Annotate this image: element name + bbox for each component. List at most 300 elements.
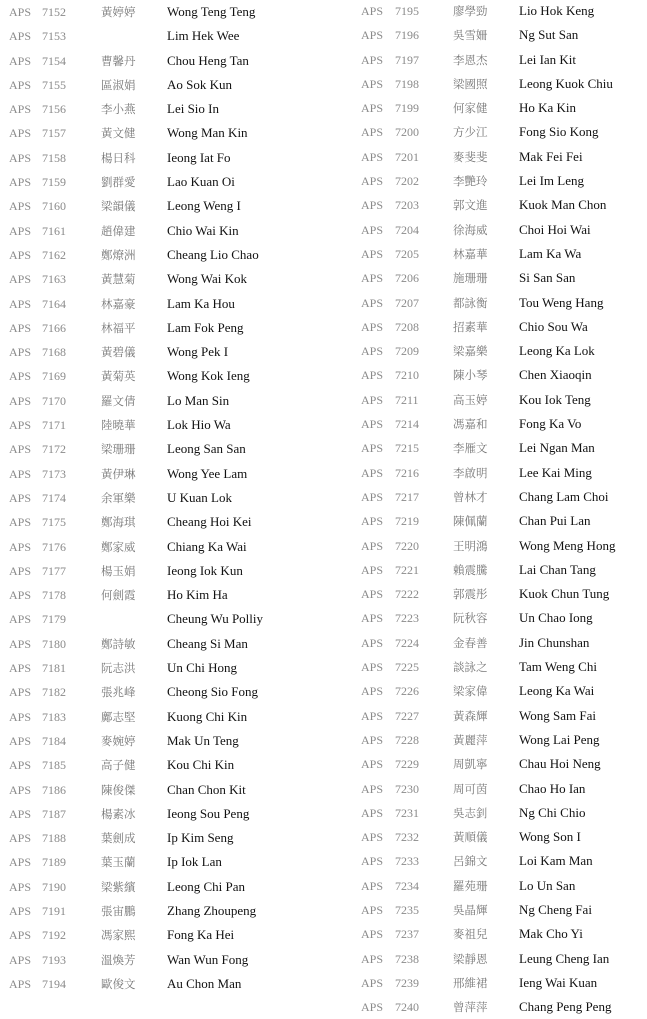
record-number: 7224	[395, 635, 419, 650]
list-item	[361, 242, 647, 266]
list-item	[361, 679, 647, 703]
record-code: APS	[361, 465, 384, 480]
romanized-name: Au Chon Man	[167, 975, 242, 991]
record-code: APS	[361, 417, 384, 432]
chinese-name: 阮秋容	[453, 611, 488, 626]
chinese-name: 郭文進	[453, 198, 488, 213]
romanized-name: Tam Weng Chi	[519, 659, 597, 675]
record-code: APS	[9, 782, 32, 797]
record-code: APS	[9, 369, 32, 384]
record-code: APS	[9, 855, 32, 870]
chinese-name: 楊日科	[101, 150, 136, 165]
romanized-name: Leong Kuok Chiu	[519, 75, 613, 91]
romanized-name: Wong Man Kin	[167, 125, 248, 141]
romanized-name: Kou Iok Teng	[519, 391, 591, 407]
record-number: 7182	[42, 685, 66, 700]
record-code: APS	[9, 879, 32, 894]
romanized-name: Lei Sio In	[167, 101, 219, 117]
record-number: 7163	[42, 272, 66, 287]
record-number: 7238	[395, 951, 419, 966]
chinese-name: 李恩杰	[453, 52, 488, 67]
list-item	[9, 826, 339, 850]
romanized-name: Leong Ka Lok	[519, 343, 595, 359]
record-code: APS	[361, 635, 384, 650]
chinese-name: 鄭海琪	[101, 515, 136, 530]
record-code: APS	[9, 588, 32, 603]
chinese-name: 何劍霞	[101, 588, 136, 603]
chinese-name: 呂錦文	[453, 854, 488, 869]
list-item	[361, 777, 647, 801]
chinese-name: 廖學勁	[453, 4, 488, 18]
list-item	[361, 801, 647, 825]
romanized-name: Lok Hio Wa	[167, 417, 231, 433]
record-number: 7178	[42, 588, 66, 603]
chinese-name: 周凱寧	[453, 757, 488, 772]
romanized-name: Fong Ka Vo	[519, 416, 582, 432]
chinese-name: 區淑娟	[101, 77, 136, 92]
record-code: APS	[9, 320, 32, 335]
list-item	[9, 948, 339, 972]
romanized-name: Tou Weng Hang	[519, 294, 604, 310]
romanized-name: Kuong Chi Kin	[167, 708, 248, 724]
record-code: APS	[9, 976, 32, 991]
chinese-name: 馮嘉和	[453, 417, 488, 432]
list-item	[361, 23, 647, 47]
chinese-name: 梁珊珊	[101, 442, 136, 457]
record-number: 7177	[42, 563, 66, 578]
record-number: 7164	[42, 296, 66, 311]
list-item	[9, 413, 339, 437]
romanized-name: Leong Ka Wai	[519, 683, 595, 699]
record-code: APS	[361, 732, 384, 747]
record-number: 7219	[395, 514, 419, 529]
list-item	[361, 655, 647, 679]
record-number: 7234	[395, 878, 419, 893]
romanized-name: Wong Pek I	[167, 344, 229, 360]
record-code: APS	[361, 514, 384, 529]
list-item	[361, 874, 647, 898]
chinese-name: 曾林才	[453, 489, 488, 504]
record-number: 7239	[395, 975, 419, 990]
list-item	[9, 972, 339, 996]
record-number: 7190	[42, 879, 66, 894]
romanized-name: Lim Hek Wee	[167, 28, 240, 44]
record-code: APS	[9, 490, 32, 505]
list-item	[361, 120, 647, 144]
chinese-name: 梁靜恩	[453, 951, 488, 966]
romanized-name: Wong Meng Hong	[519, 537, 616, 553]
list-item	[361, 509, 647, 533]
list-item	[361, 96, 647, 120]
chinese-name: 談詠之	[453, 660, 488, 675]
chinese-name: 梁家偉	[453, 684, 488, 699]
chinese-name: 張宙鵬	[101, 903, 136, 918]
record-number: 7187	[42, 806, 66, 821]
romanized-name: Wong Son I	[519, 829, 581, 845]
romanized-name: Ho Kim Ha	[167, 587, 228, 603]
list-item	[361, 218, 647, 242]
record-number: 7195	[395, 4, 419, 18]
romanized-name: Kuok Man Chon	[519, 197, 607, 213]
list-item	[361, 72, 647, 96]
chinese-name: 劉群愛	[101, 175, 136, 190]
record-code: APS	[9, 393, 32, 408]
list-item	[361, 485, 647, 509]
record-number: 7174	[42, 490, 66, 505]
record-number: 7189	[42, 855, 66, 870]
list-item	[9, 462, 339, 486]
record-code: APS	[361, 611, 384, 626]
chinese-name: 歐俊文	[101, 976, 136, 991]
record-code: APS	[9, 29, 32, 44]
record-number: 7173	[42, 466, 66, 481]
record-code: APS	[361, 76, 384, 91]
romanized-name: Wong Yee Lam	[167, 465, 248, 481]
record-code: APS	[361, 587, 384, 602]
record-number: 7206	[395, 271, 419, 286]
chinese-name: 鄺志堅	[101, 709, 136, 724]
record-code: APS	[361, 757, 384, 772]
romanized-name: Fong Ka Hei	[167, 927, 235, 943]
record-number: 7208	[395, 319, 419, 334]
romanized-name: Ho Ka Kin	[519, 100, 577, 116]
romanized-name: Ieong Iat Fo	[167, 149, 231, 165]
list-item	[9, 607, 339, 631]
record-number: 7160	[42, 199, 66, 214]
left-column	[9, 0, 339, 996]
record-code: APS	[9, 685, 32, 700]
record-code: APS	[9, 758, 32, 773]
romanized-name: Jin Chunshan	[519, 634, 590, 650]
chinese-name: 黃文健	[101, 126, 136, 141]
list-item	[361, 315, 647, 339]
record-number: 7227	[395, 708, 419, 723]
list-item	[9, 535, 339, 559]
record-code: APS	[361, 319, 384, 334]
record-number: 7233	[395, 854, 419, 869]
record-code: APS	[361, 125, 384, 140]
romanized-name: Ieng Wai Kuan	[519, 974, 598, 990]
record-number: 7153	[42, 29, 66, 44]
romanized-name: Lo Man Sin	[167, 392, 230, 408]
romanized-name: Un Chao Iong	[519, 610, 593, 626]
chinese-name: 郭震彤	[453, 587, 488, 602]
record-code: APS	[361, 174, 384, 189]
romanized-name: Kuok Chun Tung	[519, 586, 610, 602]
list-item	[361, 825, 647, 849]
list-item	[361, 169, 647, 193]
list-item	[9, 49, 339, 73]
chinese-name: 高玉婷	[453, 392, 488, 407]
romanized-name: Chio Sou Wa	[519, 318, 588, 334]
list-item	[361, 631, 647, 655]
record-number: 7230	[395, 781, 419, 796]
list-item	[9, 705, 339, 729]
chinese-name: 梁紫繽	[101, 879, 136, 894]
romanized-name: Chen Xiaoqin	[519, 367, 592, 383]
record-number: 7183	[42, 709, 66, 724]
record-code: APS	[361, 4, 384, 18]
chinese-name: 葉劍成	[101, 831, 136, 846]
record-code: APS	[361, 951, 384, 966]
record-code: APS	[361, 392, 384, 407]
record-code: APS	[361, 28, 384, 43]
romanized-name: Lam Ka Wa	[519, 245, 582, 261]
list-item	[9, 729, 339, 753]
chinese-name: 王明鴻	[453, 538, 488, 553]
record-number: 7205	[395, 246, 419, 261]
record-code: APS	[361, 878, 384, 893]
list-item	[9, 778, 339, 802]
record-number: 7228	[395, 732, 419, 747]
list-item	[9, 753, 339, 777]
record-number: 7222	[395, 587, 419, 602]
chinese-name: 黃婷婷	[101, 5, 136, 19]
record-code: APS	[361, 344, 384, 359]
record-number: 7162	[42, 247, 66, 262]
record-code: APS	[9, 247, 32, 262]
romanized-name: Mak Fei Fei	[519, 148, 583, 164]
romanized-name: Leung Cheng Ian	[519, 950, 610, 966]
record-code: APS	[361, 52, 384, 67]
record-number: 7154	[42, 53, 66, 68]
record-code: APS	[9, 418, 32, 433]
record-number: 7191	[42, 903, 66, 918]
record-number: 7152	[42, 5, 66, 19]
chinese-name: 溫煥芳	[101, 952, 136, 967]
list-item	[9, 437, 339, 461]
record-number: 7166	[42, 320, 66, 335]
romanized-name: Ieong Sou Peng	[167, 805, 250, 821]
romanized-name: Cheung Wu Polliy	[167, 611, 264, 627]
chinese-name: 鄭燎洲	[101, 247, 136, 262]
list-item	[9, 899, 339, 923]
record-number: 7184	[42, 733, 66, 748]
romanized-name: Lee Kai Ming	[519, 464, 592, 480]
chinese-name: 邢維裙	[453, 975, 488, 990]
chinese-name: 鄭詩敏	[101, 636, 136, 651]
record-number: 7192	[42, 928, 66, 943]
list-item	[361, 461, 647, 485]
record-code: APS	[361, 101, 384, 116]
record-number: 7211	[395, 392, 419, 407]
list-item	[9, 243, 339, 267]
list-item	[361, 436, 647, 460]
record-code: APS	[361, 1000, 384, 1015]
chinese-name: 吳雪姍	[453, 28, 488, 43]
record-code: APS	[9, 272, 32, 287]
record-number: 7226	[395, 684, 419, 699]
record-code: APS	[361, 295, 384, 310]
record-number: 7198	[395, 76, 419, 91]
chinese-name: 何家健	[453, 101, 488, 116]
list-item	[361, 971, 647, 995]
record-code: APS	[9, 102, 32, 117]
record-number: 7201	[395, 149, 419, 164]
chinese-name: 周可茵	[453, 781, 488, 796]
chinese-name: 林嘉華	[453, 246, 488, 261]
list-item	[361, 291, 647, 315]
chinese-name: 黃森輝	[453, 708, 488, 723]
record-code: APS	[9, 515, 32, 530]
romanized-name: Lai Chan Tang	[519, 561, 596, 577]
record-number: 7185	[42, 758, 66, 773]
chinese-name: 高子健	[101, 758, 136, 773]
list-item	[361, 922, 647, 946]
record-code: APS	[361, 708, 384, 723]
record-code: APS	[9, 77, 32, 92]
romanized-name: Ao Sok Kun	[167, 76, 233, 92]
list-item	[361, 947, 647, 971]
romanized-name: Choi Hoi Wai	[519, 221, 591, 237]
romanized-name: Lam Ka Hou	[167, 295, 235, 311]
romanized-name: Chan Chon Kit	[167, 781, 246, 797]
list-item	[9, 170, 339, 194]
chinese-name: 黃碧儀	[101, 345, 136, 360]
record-number: 7229	[395, 757, 419, 772]
chinese-name: 林福平	[101, 320, 136, 335]
chinese-name: 吳志釗	[453, 805, 488, 820]
record-code: APS	[9, 466, 32, 481]
list-item	[9, 632, 339, 656]
chinese-name: 黃麗萍	[453, 732, 488, 747]
record-number: 7181	[42, 661, 66, 676]
list-item	[9, 802, 339, 826]
record-code: APS	[9, 150, 32, 165]
romanized-name: Wan Wun Fong	[167, 951, 249, 967]
romanized-name: Ieong Iok Kun	[167, 562, 243, 578]
record-code: APS	[361, 975, 384, 990]
record-number: 7159	[42, 175, 66, 190]
chinese-name: 林嘉豪	[101, 296, 136, 311]
romanized-name: Fong Sio Kong	[519, 124, 599, 140]
record-number: 7217	[395, 489, 419, 504]
romanized-name: Si San San	[519, 270, 576, 286]
record-code: APS	[361, 222, 384, 237]
list-item	[361, 48, 647, 72]
record-number: 7175	[42, 515, 66, 530]
romanized-name: Lei Im Leng	[519, 173, 584, 189]
record-number: 7232	[395, 830, 419, 845]
romanized-name: Cheang Hoi Kei	[167, 514, 252, 530]
record-number: 7161	[42, 223, 66, 238]
record-number: 7240	[395, 1000, 419, 1015]
chinese-name: 楊玉娟	[101, 563, 136, 578]
chinese-name: 徐海威	[453, 222, 488, 237]
list-item	[361, 412, 647, 436]
record-code: APS	[9, 442, 32, 457]
romanized-name: Cheong Sio Fong	[167, 684, 259, 700]
record-code: APS	[361, 441, 384, 456]
romanized-name: Lao Kuan Oi	[167, 174, 235, 190]
record-code: APS	[9, 928, 32, 943]
record-number: 7231	[395, 805, 419, 820]
list-item	[9, 121, 339, 145]
record-number: 7200	[395, 125, 419, 140]
romanized-name: Chau Hoi Neng	[519, 756, 601, 772]
romanized-name: Wong Kok Ieng	[167, 368, 250, 384]
romanized-name: Lo Un San	[519, 877, 576, 893]
list-item	[361, 363, 647, 387]
chinese-name: 麥婉婷	[101, 733, 136, 748]
record-code: APS	[9, 661, 32, 676]
record-code: APS	[9, 345, 32, 360]
romanized-name: Ng Chi Chio	[519, 804, 586, 820]
romanized-name: Lei Ngan Man	[519, 440, 595, 456]
chinese-name: 楊素冰	[101, 806, 136, 821]
romanized-name: Kou Chi Kin	[167, 757, 235, 773]
list-item	[361, 145, 647, 169]
record-code: APS	[361, 854, 384, 869]
romanized-name: Wong Wai Kok	[167, 271, 247, 287]
record-number: 7168	[42, 345, 66, 360]
list-item	[361, 995, 647, 1019]
chinese-name: 吳晶輝	[453, 902, 488, 917]
chinese-name: 梁國照	[453, 76, 488, 91]
romanized-name: Chao Ho Ian	[519, 780, 586, 796]
list-item	[9, 389, 339, 413]
record-code: APS	[361, 368, 384, 383]
list-item	[9, 875, 339, 899]
romanized-name: Lio Hok Keng	[519, 3, 595, 18]
record-number: 7204	[395, 222, 419, 237]
list-item	[361, 752, 647, 776]
romanized-name: Un Chi Hong	[167, 660, 238, 676]
chinese-name: 曾萍萍	[453, 1000, 488, 1015]
chinese-name: 方少江	[453, 125, 488, 140]
list-item	[9, 486, 339, 510]
chinese-name: 陳佩蘭	[453, 514, 488, 529]
record-code: APS	[9, 612, 32, 627]
record-number: 7157	[42, 126, 66, 141]
chinese-name: 李小燕	[101, 102, 136, 117]
record-number: 7199	[395, 101, 419, 116]
chinese-name: 陳俊傑	[101, 782, 136, 797]
record-code: APS	[361, 149, 384, 164]
chinese-name: 金春善	[453, 635, 488, 650]
romanized-name: Chou Heng Tan	[167, 52, 249, 68]
chinese-name: 賴震騰	[453, 562, 488, 577]
romanized-name: Chio Wai Kin	[167, 222, 239, 238]
chinese-name: 李雁文	[453, 441, 488, 456]
chinese-name: 鄭家威	[101, 539, 136, 554]
chinese-name: 招素華	[453, 319, 488, 334]
list-item	[9, 559, 339, 583]
chinese-name: 余軍樂	[101, 490, 136, 505]
record-code: APS	[361, 198, 384, 213]
chinese-name: 李啟明	[453, 465, 488, 480]
list-item	[9, 923, 339, 947]
record-number: 7170	[42, 393, 66, 408]
romanized-name: Leong San San	[167, 441, 246, 457]
romanized-name: Cheang Lio Chao	[167, 246, 259, 262]
chinese-name: 梁韻儀	[101, 199, 136, 214]
record-number: 7202	[395, 174, 419, 189]
record-code: APS	[9, 831, 32, 846]
record-number: 7203	[395, 198, 419, 213]
list-item	[361, 266, 647, 290]
romanized-name: Mak Un Teng	[167, 732, 239, 748]
record-number: 7158	[42, 150, 66, 165]
romanized-name: Lei Ian Kit	[519, 51, 577, 67]
romanized-name: Leong Weng I	[167, 198, 241, 214]
romanized-name: Chan Pui Lan	[519, 513, 591, 529]
chinese-name: 黃伊琳	[101, 466, 136, 481]
record-code: APS	[9, 539, 32, 554]
record-code: APS	[9, 952, 32, 967]
chinese-name: 張兆峰	[101, 685, 136, 700]
record-code: APS	[9, 709, 32, 724]
